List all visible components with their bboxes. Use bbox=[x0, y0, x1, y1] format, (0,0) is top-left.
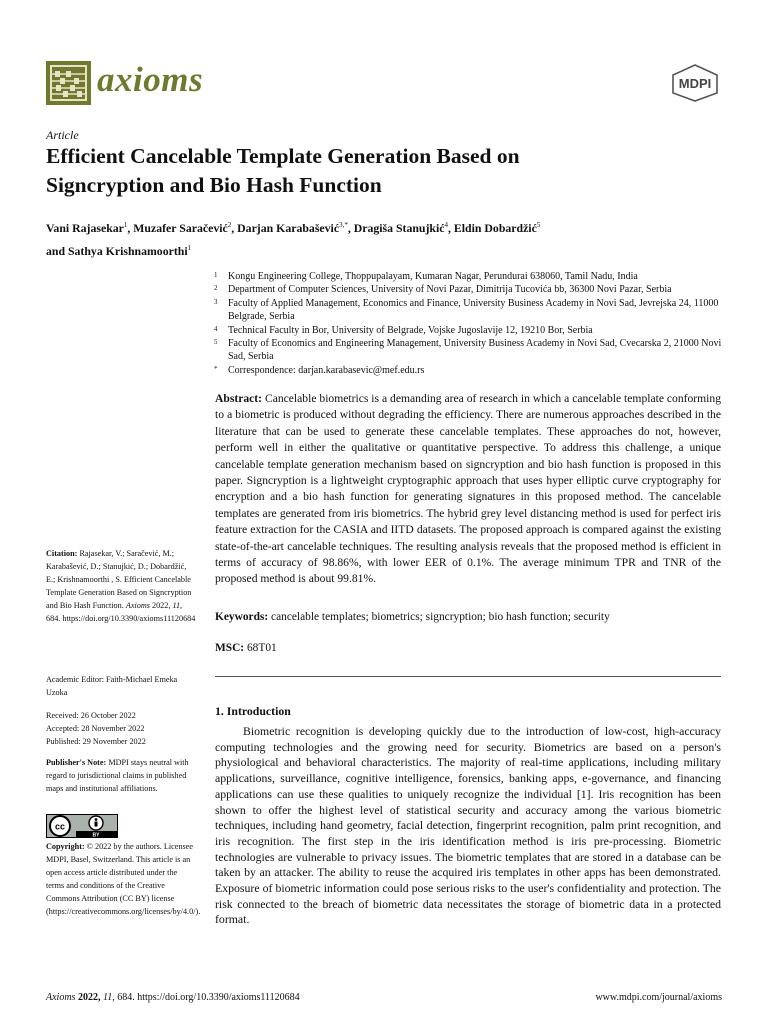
section-divider bbox=[215, 676, 721, 677]
cc-by-license-badge[interactable] bbox=[46, 814, 118, 838]
abacus-icon bbox=[46, 61, 91, 105]
author[interactable]: Vani Rajasekar bbox=[46, 220, 124, 235]
abstract-label: Abstract: bbox=[215, 392, 263, 405]
title-line: Efficient Cancelable Template Generation Based on bbox=[46, 144, 520, 168]
author-list: Vani Rajasekar$^1$, Muzafer Saračević$^2$, Darjan Karabašević$^{3,*}$, Dragiša Stanujkić$^4$, Eldin Dobardžić$^5$ and Sathya Krishnamoorthi$^1$ bbox=[46, 220, 541, 258]
citation-year: 2022, bbox=[151, 601, 171, 610]
affiliation-num: 1 bbox=[214, 271, 218, 279]
msc-label: MSC: bbox=[215, 642, 245, 654]
svg-text:cc: cc bbox=[54, 821, 66, 832]
title-line: Signcryption and Bio Hash Function bbox=[46, 173, 382, 197]
keywords-label: Keywords: bbox=[215, 611, 269, 623]
received-date: Received: 26 October 2022 bbox=[46, 711, 136, 720]
author-sup: 2 bbox=[227, 221, 232, 229]
article-title bbox=[46, 142, 686, 200]
footer-doi-link[interactable]: 684. https://doi.org/10.3390/axioms11120684 bbox=[117, 992, 300, 1003]
accepted-date: Accepted: 28 November 2022 bbox=[46, 724, 145, 733]
affiliation-num: 4 bbox=[214, 324, 218, 333]
affiliation bbox=[214, 297, 724, 324]
affiliation-text: Technical Faculty in Bor, University of Belgrade, Vojske Jugoslavije 12, 19210 Bor, Serbia bbox=[228, 324, 593, 336]
footer-citation bbox=[46, 992, 300, 1003]
affiliation-num: 5 bbox=[214, 338, 218, 347]
citation-volume: 11, bbox=[172, 601, 183, 610]
mdpi-logo-icon bbox=[669, 63, 721, 103]
author[interactable]: Eldin Dobardžić bbox=[453, 220, 537, 235]
publisher-note bbox=[46, 756, 196, 795]
affiliation-text: Kongu Engineering College, Thoppupalayam, Kumaran Nagar, Perundurai 638060, Tamil Nadu, India bbox=[228, 271, 638, 282]
footer-journal: Axioms bbox=[46, 992, 76, 1003]
journal-name: axioms bbox=[97, 60, 204, 99]
published-date: Published: 29 November 2022 bbox=[46, 737, 146, 746]
author-sup: 3,* bbox=[339, 221, 348, 229]
keywords-text: cancelable templates; biometrics; signcryption; bio hash function; security bbox=[271, 611, 610, 623]
citation-doi-link[interactable]: 684. https://doi.org/10.3390/axioms11120684 bbox=[46, 614, 196, 623]
author-sup: 1 bbox=[123, 221, 128, 229]
affiliation-num: 3 bbox=[214, 297, 218, 306]
publication-dates bbox=[46, 709, 196, 748]
citation-journal: Axioms bbox=[125, 601, 150, 610]
affiliation bbox=[214, 364, 724, 377]
academic-editor bbox=[46, 673, 196, 699]
author-sup: 4 bbox=[444, 221, 448, 229]
abstract-text: Cancelable biometrics is a demanding area of research in which a cancelable template conforming to a biometric is produced without degrading the efficiency. There are numerous approaches described in the literature that can be used to generate these cancelable templates. These approaches do not, however, perform well in either the qualitative or quantitative perspective. To address this challenge, a unique cancelable template generation mechanism based on signcryption and bio hash function is proposed in this paper. Signcryption is a lightweight cryptographic approach that uses hyper elliptic curve cryptography for encryption and a bio hash function for generating signatures in this proposed method. The cancelable templates are generated from iris biometrics. The hybrid grey level distancing method is used for perfect iris feature extraction for the CASIA and IITD datasets. The proposed approach is compared against the existing state-of-the-art cancelable techniques. The resulting analysis reveals that the proposed method is efficient in terms of accuracy of 98.86%, with lower EER of 0.1%. The average minimum TPR and TNR of the proposed method is about 99.81%. bbox=[215, 392, 722, 586]
msc-code: 68T01 bbox=[246, 642, 277, 654]
affiliation bbox=[214, 337, 724, 364]
author[interactable]: and Sathya Krishnamoorthi bbox=[46, 243, 188, 258]
affiliation bbox=[214, 270, 724, 283]
publisher-note-text: MDPI stays neutral with regard to jurisdictional claims in published maps and institutional affiliations. bbox=[46, 758, 189, 793]
author-sup: 1 bbox=[187, 243, 192, 252]
author[interactable]: Darjan Karabašević bbox=[237, 220, 340, 235]
citation-label: Citation: bbox=[46, 549, 78, 558]
publisher-note-label: Publisher's Note: bbox=[46, 758, 107, 767]
author[interactable]: Muzafer Saračević bbox=[133, 220, 228, 235]
affiliation bbox=[214, 283, 724, 296]
svg-text:MDPI: MDPI bbox=[678, 76, 712, 91]
abstract bbox=[215, 391, 721, 588]
footer-journal-url[interactable]: www.mdpi.com/journal/axioms bbox=[595, 992, 722, 1003]
msc bbox=[215, 642, 277, 654]
footer-volume: 11, bbox=[102, 992, 115, 1003]
cc-by-icon bbox=[46, 814, 118, 838]
mdpi-logo bbox=[669, 63, 721, 103]
affiliation bbox=[214, 324, 724, 337]
affiliation-num: * bbox=[214, 364, 218, 373]
correspondence-email[interactable]: Correspondence: darjan.karabasevic@mef.edu.rs bbox=[228, 364, 425, 376]
svg-text:BY: BY bbox=[92, 832, 100, 838]
affiliation-num: 2 bbox=[214, 284, 218, 293]
journal-logo bbox=[46, 61, 91, 105]
copyright-notice bbox=[46, 840, 201, 918]
editor-label: Academic Editor: bbox=[46, 675, 104, 684]
affiliations bbox=[214, 270, 724, 377]
affiliation-text: Faculty of Applied Management, Economics and Finance, University Business Academy in Novi Sad, Jevrejska 24, 11000 Belgrade, Serbia bbox=[228, 297, 719, 323]
copyright-label: Copyright: bbox=[46, 842, 85, 851]
affiliation-text: Department of Computer Sciences, University of Novi Pazar, Dimitrija Tucovića bb, 36300 Novi Pazar, Serbia bbox=[228, 284, 672, 296]
article-type: Article bbox=[46, 128, 79, 142]
keywords bbox=[215, 611, 721, 623]
editor-name: Faith-Michael Emeka Uzoka bbox=[46, 675, 178, 697]
copyright-text: © 2022 by the authors. Licensee MDPI, Basel, Switzerland. This article is an open access article distributed under the terms and conditions of the Creative Commons Attribution (CC BY) license (https://creativecommons.org/licenses/by/4.0/). bbox=[46, 842, 201, 916]
affiliation-text: Faculty of Economics and Engineering Management, University Business Academy in Novi Sad, Cvecarska 2, 21000 Novi Sad, Serbia bbox=[228, 338, 722, 363]
footer-year: 2022, bbox=[77, 992, 101, 1003]
citation-text: Rajasekar, V.; Saračević, M.; Karabašević, D.; Stanujkić, D.; Dobardžić, E.; Krishnamoorthi , S. Efficient Cancelable Template Generation Based on Signcryption and Bio Hash Function. bbox=[46, 549, 192, 610]
introduction-paragraph: Biometric recognition is developing quickly due to the introduction of low-cost, high-accuracy computing technologies and the growing need for security. Biometrics are based on a person's physiological and behavioral characteristics. The majority of real-time applications, including military applications, surveillance, cognitive intelligence, forensics, banking apps, e-governance, and financing applications can use these qualities to uniquely recognize the individual [1]. Iris recognition has been shown to offer the highest level of statistical security and accuracy among the various biometric techniques, including hand geometry, facial detection, fingerprint recognition, palm print recognition, and iris recognition. The first step in the iris identification method is iris pre-processing. Biometric technologies are vulnerable to privacy issues. The biometric templates that are stored in a database can be taken by an attacker. The ability to reuse the acquired iris templates in other apps has been demonstrated. Exposure of biometric information could pose serious risks to the user's confidentiality and protection. The risk connected to the breach of biometric data necessitates the storage of biometric data in a protected format. bbox=[215, 724, 721, 927]
author-sup: 5 bbox=[536, 221, 541, 229]
section-heading: 1. Introduction bbox=[215, 704, 291, 718]
author[interactable]: Dragiša Stanujkić bbox=[353, 220, 445, 235]
citation-block bbox=[46, 547, 196, 625]
